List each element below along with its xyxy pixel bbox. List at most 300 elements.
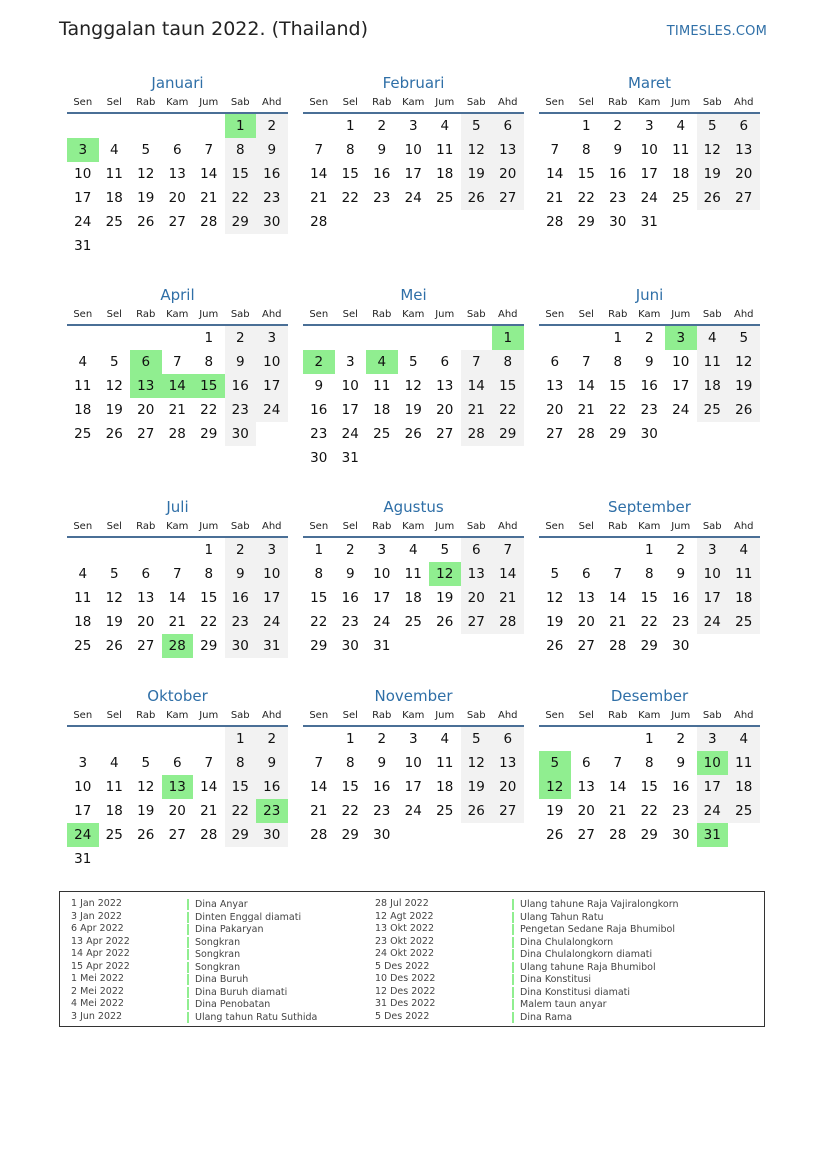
weekday-header: Kam (634, 94, 666, 114)
day-cell: 22 (310, 614, 328, 630)
weekday-header: Sab (461, 306, 493, 326)
holiday-day-cell: 5 (539, 751, 571, 775)
day-cell: 26 (436, 614, 454, 630)
day-cell: 20 (577, 803, 595, 819)
day-cell: 23 (373, 190, 391, 206)
day-cell: 19 (137, 803, 155, 819)
day-cell: 10 (672, 354, 690, 370)
day-cell: 29 (200, 638, 218, 654)
day-cell: 24 (256, 610, 288, 634)
legend-row (60, 936, 764, 949)
legend-holiday-name: Dina Konstitusi (512, 974, 591, 985)
day-cell: 18 (74, 402, 92, 418)
day-cell: 17 (256, 374, 288, 398)
weekday-header: Jum (429, 518, 461, 538)
holiday-day-cell: 3 (665, 326, 697, 350)
day-cell: 17 (697, 586, 729, 610)
empty-cell (162, 538, 194, 562)
day-cell: 23 (609, 190, 627, 206)
weekday-header: Sab (461, 518, 493, 538)
day-cell: 7 (613, 566, 623, 582)
day-cell: 21 (461, 398, 493, 422)
day-cell: 14 (492, 562, 524, 586)
legend-date: 1 Jan 2022 (71, 898, 122, 909)
empty-cell (67, 727, 99, 751)
legend-holiday-name: Ulang Tahun Ratu (512, 912, 604, 923)
day-cell: 1 (644, 731, 654, 747)
day-cell: 14 (577, 378, 595, 394)
legend-holiday-name: Dina Chulalongkorn diamati (512, 949, 652, 960)
legend-date: 3 Jun 2022 (71, 1010, 123, 1022)
day-cell: 18 (105, 190, 123, 206)
day-cell: 6 (550, 354, 560, 370)
day-cell: 18 (728, 775, 760, 799)
day-cell: 27 (461, 610, 493, 634)
day-cell: 7 (550, 142, 560, 158)
legend-row (60, 898, 764, 911)
legend-holiday-name: Pengetan Sedane Raja Bhumibol (512, 924, 675, 935)
day-cell: 25 (74, 638, 92, 654)
day-cell: 16 (310, 402, 328, 418)
day-cell: 3 (78, 755, 88, 771)
legend-date: 2 Mei 2022 (71, 985, 124, 997)
day-cell: 26 (404, 426, 422, 442)
day-cell: 31 (256, 634, 288, 658)
day-cell: 12 (105, 590, 123, 606)
day-cell: 15 (609, 378, 627, 394)
day-cell: 23 (225, 610, 257, 634)
weekday-header: Rab (602, 94, 634, 114)
day-cell: 21 (168, 614, 186, 630)
day-cell: 12 (137, 166, 155, 182)
day-cell: 3 (345, 354, 355, 370)
weekday-header: Sen (67, 518, 99, 538)
weekday-header: Rab (130, 306, 162, 326)
day-cell: 18 (74, 614, 92, 630)
weekday-header: Sab (697, 518, 729, 538)
weekday-header: Rab (366, 518, 398, 538)
day-cell: 20 (492, 162, 524, 186)
weekday-header: Kam (398, 306, 430, 326)
day-cell: 19 (137, 190, 155, 206)
day-cell: 17 (672, 378, 690, 394)
weekday-header: Kam (398, 94, 430, 114)
day-cell: 20 (137, 614, 155, 630)
day-cell: 27 (492, 186, 524, 210)
day-cell: 16 (373, 166, 391, 182)
weekday-header: Jum (193, 707, 225, 727)
day-cell: 12 (137, 779, 155, 795)
day-cell: 26 (461, 186, 493, 210)
day-cell: 29 (310, 638, 328, 654)
day-cell: 11 (436, 142, 454, 158)
day-cell: 3 (697, 538, 729, 562)
legend-date: 13 Okt 2022 (375, 923, 435, 934)
weekday-header: Ahd (728, 306, 760, 326)
day-cell: 2 (676, 731, 686, 747)
day-cell: 16 (609, 166, 627, 182)
day-cell: 13 (546, 378, 564, 394)
holiday-day-cell: 12 (539, 775, 571, 799)
page-title: Tanggalan taun 2022. (Thailand) (59, 18, 368, 40)
day-cell: 10 (341, 378, 359, 394)
month-days-grid (67, 518, 288, 658)
weekday-header: Kam (162, 707, 194, 727)
month-days-grid (67, 707, 288, 871)
legend-holiday-name: Dina Buruh diamati (187, 987, 287, 998)
day-cell: 4 (728, 538, 760, 562)
legend-row (60, 986, 764, 999)
month-12 (539, 685, 760, 847)
month-days-grid (67, 306, 288, 446)
legend-row (60, 973, 764, 986)
legend-rows (60, 898, 764, 1023)
day-cell: 19 (461, 162, 493, 186)
weekday-header: Ahd (728, 518, 760, 538)
day-cell: 30 (256, 823, 288, 847)
legend-date: 15 Apr 2022 (71, 960, 130, 972)
day-cell: 24 (74, 214, 92, 230)
day-cell: 8 (225, 138, 257, 162)
weekday-header: Sen (67, 306, 99, 326)
day-cell: 27 (436, 426, 454, 442)
empty-cell (461, 326, 493, 350)
day-cell: 8 (225, 751, 257, 775)
weekday-header: Kam (398, 518, 430, 538)
weekday-header: Sab (697, 707, 729, 727)
day-cell: 2 (256, 114, 288, 138)
legend-row (60, 961, 764, 974)
holiday-day-cell: 3 (67, 138, 99, 162)
weekday-header: Sel (571, 306, 603, 326)
day-cell: 21 (200, 190, 218, 206)
empty-cell (162, 326, 194, 350)
day-cell: 16 (373, 779, 391, 795)
day-cell: 9 (256, 751, 288, 775)
day-cell: 9 (644, 354, 654, 370)
day-cell: 13 (436, 378, 454, 394)
day-cell: 21 (546, 190, 564, 206)
day-cell: 4 (109, 755, 119, 771)
day-cell: 18 (436, 779, 454, 795)
day-cell: 11 (404, 566, 422, 582)
day-cell: 28 (492, 610, 524, 634)
day-cell: 25 (436, 803, 454, 819)
weekday-header: Sen (539, 306, 571, 326)
day-cell: 12 (461, 138, 493, 162)
day-cell: 14 (310, 166, 328, 182)
weekday-header: Jum (429, 94, 461, 114)
day-cell: 24 (373, 614, 391, 630)
month-name: Agustus (383, 498, 444, 516)
month-days-grid (539, 518, 760, 658)
day-cell: 11 (74, 590, 92, 606)
day-cell: 28 (609, 638, 627, 654)
weekday-header: Ahd (728, 707, 760, 727)
day-cell: 21 (310, 803, 328, 819)
day-cell: 1 (613, 330, 623, 346)
legend-holiday-name: Dina Rama (512, 1012, 572, 1023)
legend-holiday-name: Dina Konstitusi diamati (512, 987, 630, 998)
day-cell: 23 (341, 614, 359, 630)
day-cell: 24 (640, 190, 658, 206)
day-cell: 28 (200, 214, 218, 230)
weekday-header: Sen (539, 94, 571, 114)
legend-date: 12 Agt 2022 (375, 910, 434, 922)
legend-holiday-name: Dinten Enggal diamati (187, 912, 301, 923)
day-cell: 14 (609, 779, 627, 795)
day-cell: 10 (256, 350, 288, 374)
day-cell: 20 (577, 614, 595, 630)
day-cell: 4 (109, 142, 119, 158)
day-cell: 4 (440, 731, 450, 747)
day-cell: 31 (373, 638, 391, 654)
day-cell: 13 (168, 166, 186, 182)
day-cell: 10 (404, 755, 422, 771)
empty-cell (539, 326, 571, 350)
day-cell: 6 (728, 114, 760, 138)
holiday-day-cell: 12 (429, 562, 461, 586)
day-cell: 19 (728, 374, 760, 398)
day-cell: 16 (225, 586, 257, 610)
brand-link[interactable]: TIMESLES.COM (666, 24, 767, 39)
day-cell: 26 (728, 398, 760, 422)
day-cell: 30 (341, 638, 359, 654)
day-cell: 15 (225, 162, 257, 186)
weekday-header: Rab (602, 518, 634, 538)
weekday-header: Jum (193, 94, 225, 114)
day-cell: 11 (74, 378, 92, 394)
weekday-header: Kam (398, 707, 430, 727)
day-cell: 3 (256, 538, 288, 562)
month-9 (539, 496, 760, 658)
day-cell: 16 (672, 779, 690, 795)
month-6 (539, 284, 760, 446)
empty-cell (571, 727, 603, 751)
day-cell: 26 (137, 214, 155, 230)
day-cell: 8 (613, 354, 623, 370)
day-cell: 27 (168, 827, 186, 843)
legend-holiday-name: Ulang tahun Ratu Suthida (187, 1012, 317, 1023)
day-cell: 2 (225, 538, 257, 562)
day-cell: 10 (256, 562, 288, 586)
legend-date: 1 Mei 2022 (71, 973, 124, 984)
day-cell: 6 (492, 114, 524, 138)
month-name: April (160, 286, 195, 304)
day-cell: 24 (672, 402, 690, 418)
day-cell: 20 (168, 803, 186, 819)
weekday-header: Sab (225, 707, 257, 727)
day-cell: 21 (577, 402, 595, 418)
month-days-grid (539, 94, 760, 234)
day-cell: 30 (225, 422, 257, 446)
day-cell: 22 (609, 402, 627, 418)
weekday-header: Kam (162, 306, 194, 326)
weekday-header: Jum (193, 306, 225, 326)
month-name: November (374, 687, 453, 705)
holiday-legend (59, 891, 765, 1027)
day-cell: 16 (225, 374, 257, 398)
month-name: Maret (627, 74, 672, 92)
weekday-header: Ahd (256, 306, 288, 326)
weekday-header: Rab (366, 306, 398, 326)
holiday-day-cell: 14 (162, 374, 194, 398)
day-cell: 29 (577, 214, 595, 230)
legend-date: 12 Des 2022 (375, 985, 436, 997)
day-cell: 8 (644, 755, 654, 771)
day-cell: 18 (436, 166, 454, 182)
day-cell: 5 (697, 114, 729, 138)
weekday-header: Ahd (492, 94, 524, 114)
day-cell: 12 (728, 350, 760, 374)
legend-date: 28 Jul 2022 (375, 898, 429, 909)
day-cell: 4 (78, 566, 88, 582)
holiday-day-cell: 23 (256, 799, 288, 823)
day-cell: 30 (640, 426, 658, 442)
legend-holiday-name: Dina Penobatan (187, 999, 270, 1010)
legend-row (60, 948, 764, 961)
legend-row (60, 911, 764, 924)
day-cell: 25 (672, 190, 690, 206)
day-cell: 13 (577, 590, 595, 606)
day-cell: 15 (341, 166, 359, 182)
day-cell: 19 (436, 590, 454, 606)
day-cell: 25 (74, 426, 92, 442)
empty-cell (303, 727, 335, 751)
weekday-header: Jum (429, 306, 461, 326)
day-cell: 3 (697, 727, 729, 751)
day-cell: 13 (492, 138, 524, 162)
day-cell: 25 (373, 426, 391, 442)
empty-cell (99, 326, 131, 350)
weekday-header: Rab (602, 306, 634, 326)
month-11 (303, 685, 524, 847)
day-cell: 10 (373, 566, 391, 582)
day-cell: 6 (461, 538, 493, 562)
day-cell: 5 (141, 142, 151, 158)
day-cell: 14 (200, 779, 218, 795)
legend-holiday-name: Ulang tahune Raja Vajiralongkorn (512, 899, 678, 910)
weekday-header: Jum (665, 94, 697, 114)
day-cell: 10 (404, 142, 422, 158)
day-cell: 8 (204, 354, 214, 370)
day-cell: 30 (672, 827, 690, 843)
day-cell: 15 (341, 779, 359, 795)
day-cell: 9 (676, 566, 686, 582)
weekday-header: Jum (665, 306, 697, 326)
weekday-header: Rab (366, 707, 398, 727)
day-cell: 20 (492, 775, 524, 799)
day-cell: 1 (345, 731, 355, 747)
holiday-day-cell: 24 (67, 823, 99, 847)
day-cell: 8 (204, 566, 214, 582)
day-cell: 17 (256, 586, 288, 610)
day-cell: 28 (200, 827, 218, 843)
weekday-header: Sen (303, 518, 335, 538)
day-cell: 22 (577, 190, 595, 206)
day-cell: 22 (200, 614, 218, 630)
day-cell: 27 (546, 426, 564, 442)
day-cell: 13 (137, 590, 155, 606)
day-cell: 17 (74, 803, 92, 819)
day-cell: 29 (640, 638, 658, 654)
day-cell: 20 (137, 402, 155, 418)
day-cell: 27 (137, 426, 155, 442)
day-cell: 2 (644, 330, 654, 346)
legend-holiday-name: Dina Anyar (187, 899, 248, 910)
legend-date: 31 Des 2022 (375, 998, 436, 1009)
day-cell: 12 (461, 751, 493, 775)
day-cell: 13 (577, 779, 595, 795)
legend-holiday-name: Dina Chulalongkorn (512, 937, 613, 948)
holiday-day-cell: 28 (162, 634, 194, 658)
day-cell: 10 (640, 142, 658, 158)
day-cell: 20 (546, 402, 564, 418)
day-cell: 22 (225, 799, 257, 823)
day-cell: 22 (341, 803, 359, 819)
day-cell: 23 (672, 614, 690, 630)
weekday-header: Sab (461, 707, 493, 727)
day-cell: 30 (672, 638, 690, 654)
day-cell: 25 (728, 610, 760, 634)
day-cell: 11 (728, 751, 760, 775)
month-5 (303, 284, 524, 470)
day-cell: 7 (204, 755, 214, 771)
day-cell: 28 (168, 426, 186, 442)
day-cell: 6 (172, 755, 182, 771)
weekday-header: Sel (99, 707, 131, 727)
day-cell: 28 (310, 827, 328, 843)
empty-cell (571, 538, 603, 562)
day-cell: 23 (310, 426, 328, 442)
day-cell: 27 (137, 638, 155, 654)
day-cell: 2 (377, 118, 387, 134)
month-name: Juni (635, 286, 664, 304)
day-cell: 7 (581, 354, 591, 370)
day-cell: 15 (492, 374, 524, 398)
weekday-header: Kam (162, 94, 194, 114)
day-cell: 16 (256, 775, 288, 799)
legend-date: 23 Okt 2022 (375, 935, 435, 947)
legend-row (60, 923, 764, 936)
day-cell: 9 (377, 755, 387, 771)
day-cell: 2 (377, 731, 387, 747)
day-cell: 16 (341, 590, 359, 606)
legend-holiday-name: Songkran (187, 962, 240, 973)
day-cell: 20 (461, 586, 493, 610)
holiday-day-cell: 10 (697, 751, 729, 775)
day-cell: 1 (225, 727, 257, 751)
day-cell: 11 (436, 755, 454, 771)
day-cell: 24 (697, 799, 729, 823)
weekday-header: Kam (634, 518, 666, 538)
day-cell: 21 (609, 803, 627, 819)
day-cell: 30 (609, 214, 627, 230)
day-cell: 25 (697, 398, 729, 422)
day-cell: 22 (640, 614, 658, 630)
weekday-header: Sel (99, 518, 131, 538)
empty-cell (303, 114, 335, 138)
day-cell: 6 (492, 727, 524, 751)
empty-cell (130, 114, 162, 138)
day-cell: 15 (310, 590, 328, 606)
day-cell: 18 (373, 402, 391, 418)
day-cell: 20 (168, 190, 186, 206)
day-cell: 28 (577, 426, 595, 442)
holiday-day-cell: 2 (303, 350, 335, 374)
legend-date: 10 Des 2022 (375, 973, 436, 984)
day-cell: 8 (492, 350, 524, 374)
